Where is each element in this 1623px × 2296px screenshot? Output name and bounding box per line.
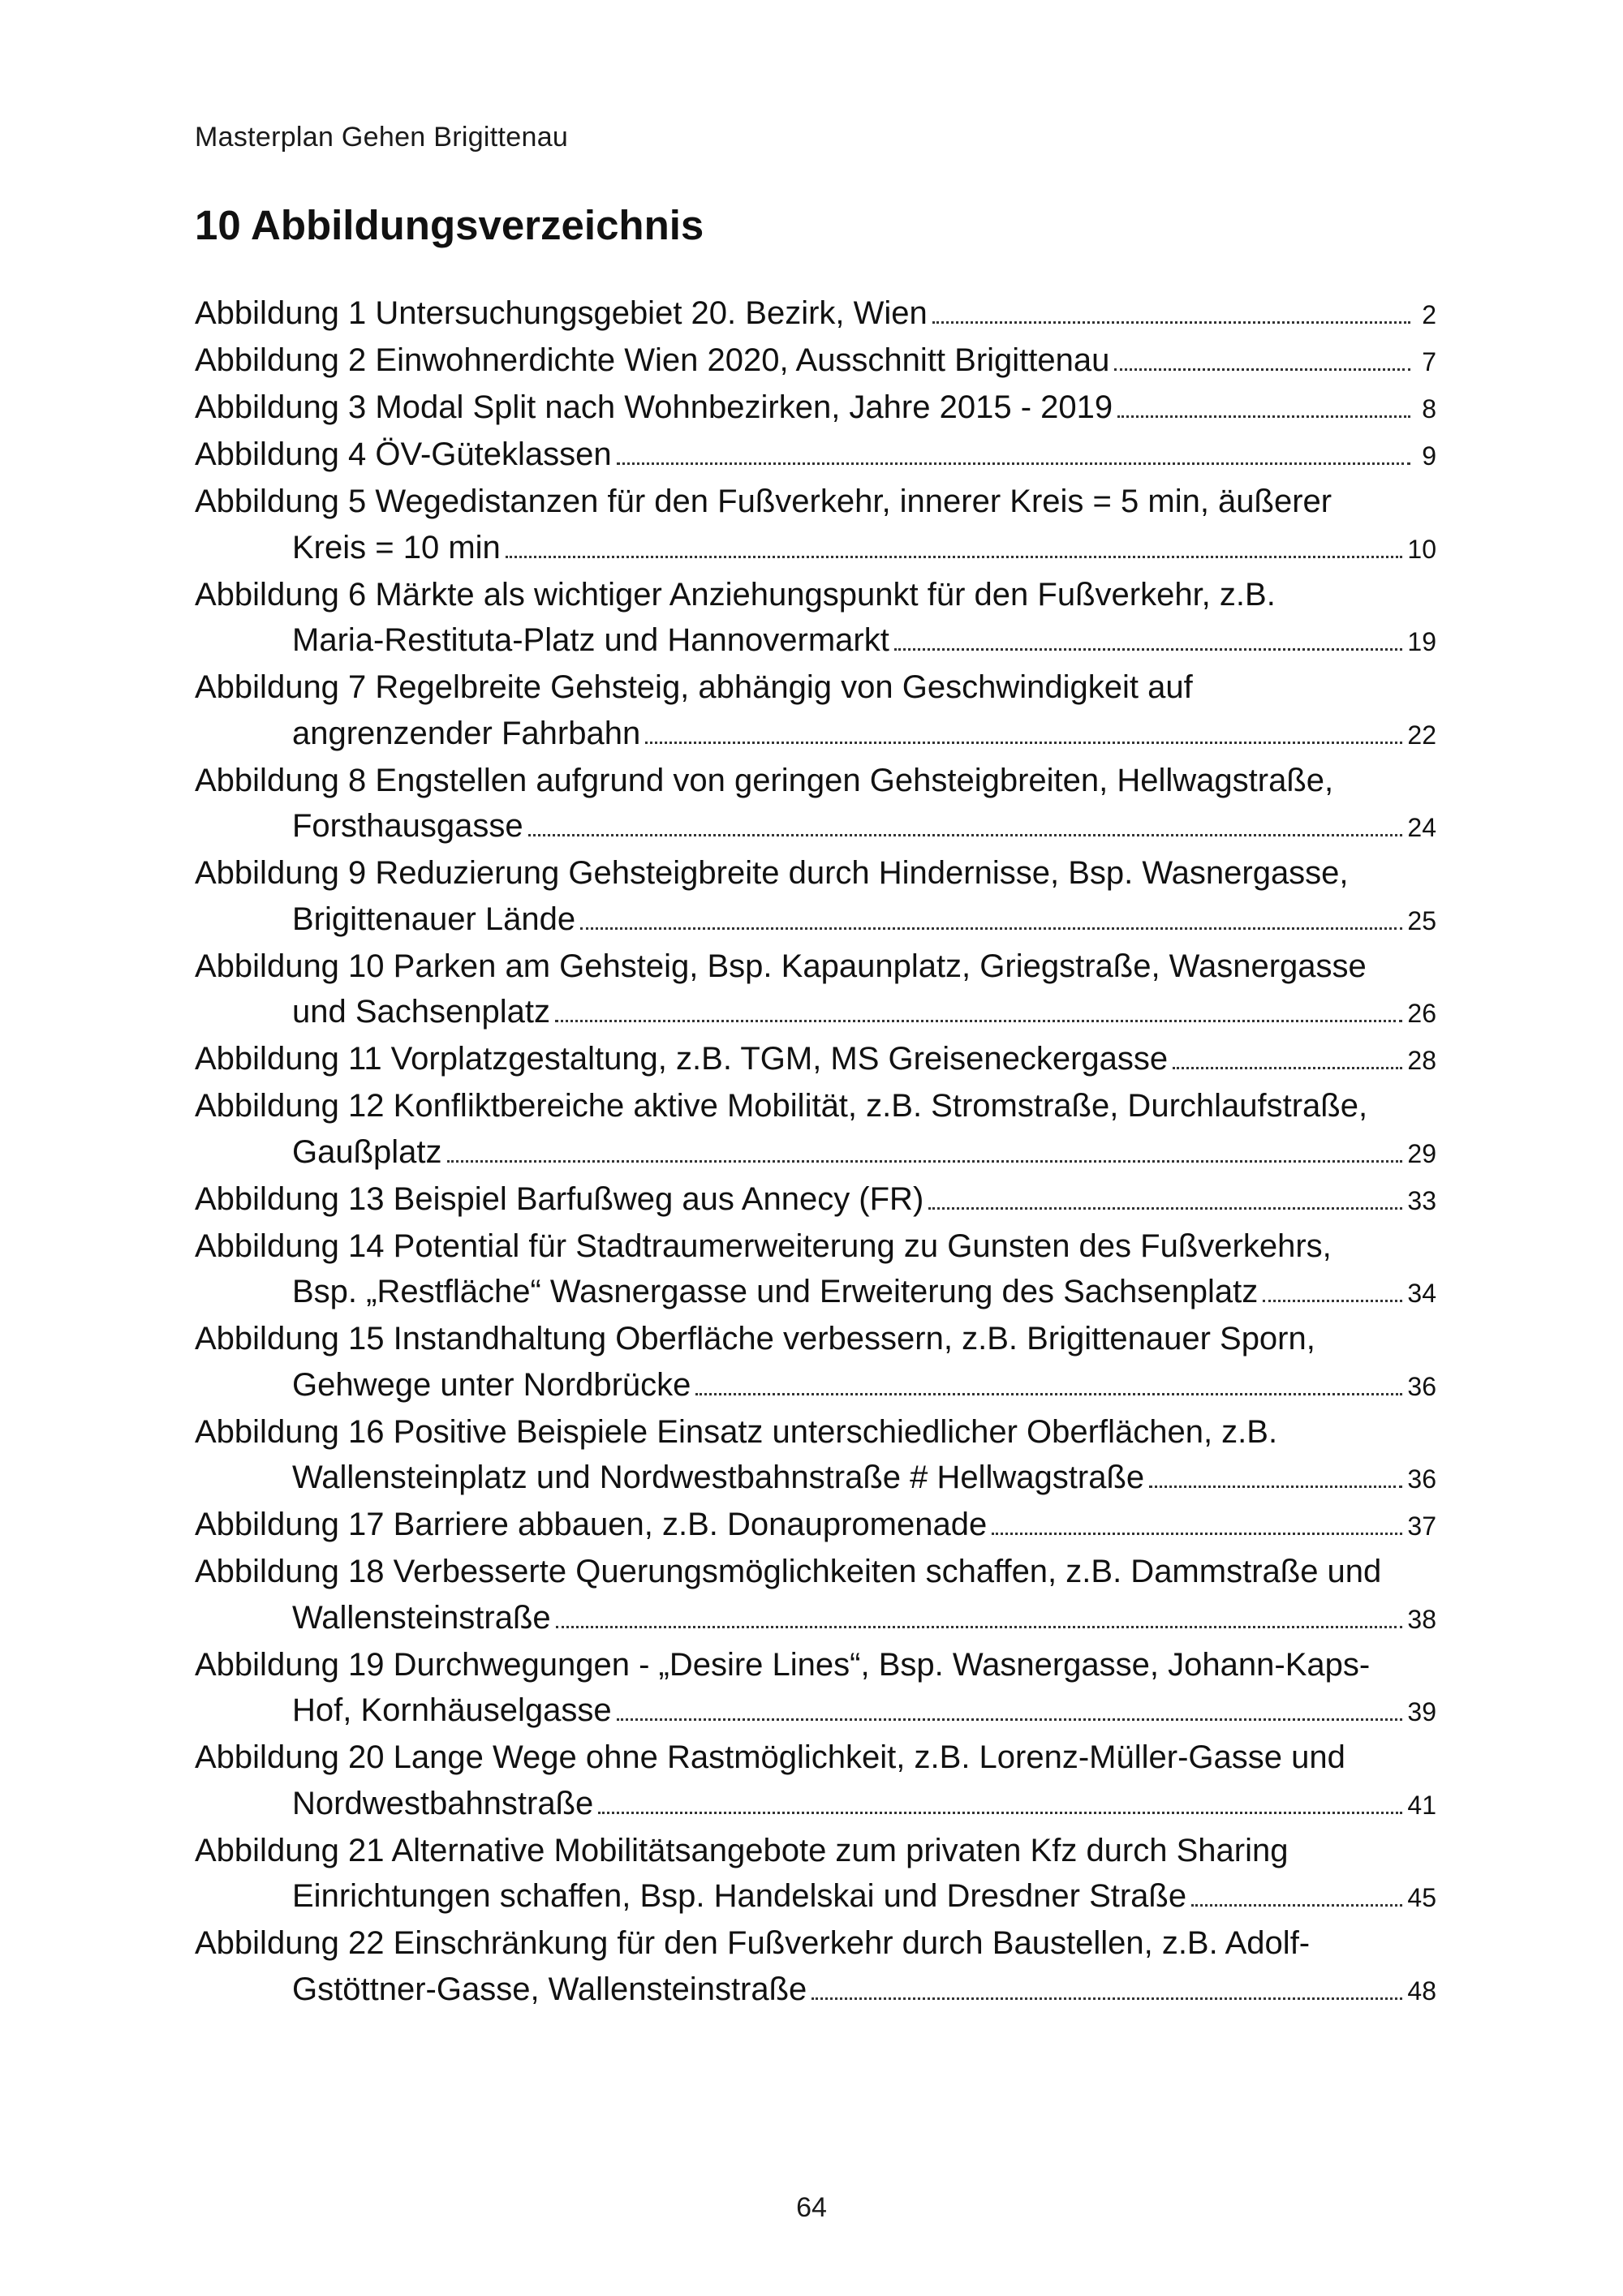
entry-caption-text: Forsthausgasse (292, 808, 523, 844)
entry-first-line (195, 664, 1436, 711)
entry-continuation-line (195, 1595, 1436, 1641)
entry-page-number: 41 (1407, 1790, 1436, 1820)
entry-page-number: 22 (1407, 720, 1436, 750)
entry-caption-text: Abbildung 4 ÖV-Güteklassen (195, 436, 612, 472)
entry-first-line (195, 944, 1436, 990)
figure-index-entry[interactable] (195, 944, 1436, 1035)
dot-leader (528, 824, 1403, 836)
entry-page-number: 19 (1407, 627, 1436, 656)
entry-page-number: 8 (1422, 394, 1436, 424)
entry-page-number: 9 (1422, 441, 1436, 471)
entry-page-number: 36 (1407, 1464, 1436, 1494)
dot-leader (1191, 1894, 1402, 1907)
entry-caption-text: Abbildung 15 Instandhaltung Oberfläche verbessern, z.B. Brigittenauer Sporn, (195, 1321, 1315, 1357)
dot-leader (556, 1616, 1403, 1628)
entry-first-line (195, 1223, 1436, 1270)
entry-continuation-line (195, 1129, 1436, 1176)
dot-leader (1149, 1476, 1402, 1488)
dot-leader (695, 1383, 1402, 1395)
entry-continuation-line (195, 711, 1436, 757)
figure-index-entry[interactable] (195, 1409, 1436, 1501)
dot-leader (928, 1197, 1402, 1210)
entry-caption-text: Abbildung 20 Lange Wege ohne Rastmöglichkeit, z.B. Lorenz-Müller-Gasse und (195, 1739, 1345, 1775)
figure-index-entry[interactable] (195, 1316, 1436, 1408)
entry-first-line (195, 479, 1436, 525)
entry-continuation-line (195, 989, 1436, 1035)
dot-leader (992, 1523, 1402, 1535)
entry-page-number: 38 (1407, 1604, 1436, 1634)
entry-page-number: 48 (1407, 1976, 1436, 2006)
entry-caption-text: Abbildung 6 Märkte als wichtiger Anziehungspunkt für den Fußverkehr, z.B. (195, 576, 1276, 613)
figure-index-entry[interactable] (195, 1828, 1436, 1920)
entry-first-line (195, 1642, 1436, 1688)
entry-caption-text: Gstöttner-Gasse, Wallensteinstraße (292, 1971, 807, 2007)
entry-first-line (195, 1036, 1436, 1082)
entry-caption-text: Bsp. „Restfläche“ Wasnergasse und Erweiterung des Sachsenplatz (292, 1274, 1259, 1309)
entry-caption-text: Abbildung 13 Beispiel Barfußweg aus Annecy (FR) (195, 1180, 924, 1217)
entry-page-number: 29 (1407, 1138, 1436, 1168)
dot-leader (555, 1010, 1402, 1022)
figure-index-entry[interactable] (195, 385, 1436, 431)
figure-index-entry[interactable] (195, 1642, 1436, 1734)
entry-continuation-line (195, 617, 1436, 664)
entry-continuation-line (195, 1781, 1436, 1827)
entry-continuation-line (195, 803, 1436, 849)
entry-caption-text: Wallensteinstraße (292, 1599, 551, 1636)
figure-index-entry[interactable] (195, 850, 1436, 942)
entry-page-number: 25 (1407, 905, 1436, 935)
entry-caption-text: Abbildung 10 Parken am Gehsteig, Bsp. Kapaunplatz, Griegstraße, Wasnergasse (195, 948, 1367, 984)
entry-caption-text: Abbildung 11 Vorplatzgestaltung, z.B. TGM, MS Greiseneckergasse (195, 1041, 1169, 1077)
entry-caption-text: Hof, Kornhäuselgasse (292, 1692, 612, 1728)
entry-first-line (195, 850, 1436, 896)
figure-index-entry[interactable] (195, 1502, 1436, 1548)
entry-caption-text: Abbildung 22 Einschränkung für den Fußverkehr durch Baustellen, z.B. Adolf- (195, 1925, 1311, 1961)
entry-caption-text: Maria-Restituta-Platz und Hannovermarkt (292, 622, 889, 658)
figure-index-entry[interactable] (195, 290, 1436, 337)
figure-index-entry[interactable] (195, 758, 1436, 849)
entry-caption-text: Abbildung 18 Verbesserte Querungsmöglichkeiten schaffen, z.B. Dammstraße und (195, 1554, 1382, 1589)
figure-index-entry[interactable] (195, 1920, 1436, 2012)
entry-caption-text: und Sachsenplatz (292, 994, 551, 1030)
dot-leader (1173, 1057, 1402, 1069)
entry-caption-text: Abbildung 8 Engstellen aufgrund von geringen Gehsteigbreiten, Hellwagstraße, (195, 762, 1334, 798)
figure-index-entry[interactable] (195, 1083, 1436, 1175)
dot-leader (598, 1802, 1402, 1814)
entry-page-number: 33 (1407, 1185, 1436, 1215)
figure-index-entry[interactable] (195, 1549, 1436, 1640)
entry-caption-text: Abbildung 19 Durchwegungen - „Desire Lines“, Bsp. Wasnergasse, Johann-Kaps- (195, 1646, 1371, 1683)
dot-leader (932, 312, 1410, 324)
entry-first-line (195, 1735, 1436, 1781)
entry-caption-text: Wallensteinplatz und Nordwestbahnstraße # Hellwagstraße (292, 1460, 1145, 1495)
entry-continuation-line (195, 1967, 1436, 2013)
entry-caption-text: Kreis = 10 min (292, 529, 501, 565)
entry-caption-text: Brigittenauer Lände (292, 901, 576, 937)
entry-first-line (195, 290, 1436, 337)
entry-page-number: 34 (1407, 1279, 1436, 1308)
dot-leader (580, 918, 1402, 930)
entry-caption-text: Abbildung 21 Alternative Mobilitätsangebote zum privaten Kfz durch Sharing (195, 1832, 1289, 1868)
entry-first-line (195, 1502, 1436, 1548)
figure-index-entry[interactable] (195, 1735, 1436, 1826)
dot-leader (645, 732, 1402, 744)
figure-index-entry[interactable] (195, 1176, 1436, 1223)
entry-continuation-line (195, 896, 1436, 943)
entry-continuation-line (195, 525, 1436, 571)
entry-first-line (195, 385, 1436, 431)
dot-leader (894, 638, 1403, 651)
entry-first-line (195, 1083, 1436, 1129)
entry-page-number: 24 (1407, 813, 1436, 842)
figure-index-entry[interactable] (195, 432, 1436, 478)
entry-page-number: 26 (1407, 999, 1436, 1028)
dot-leader (617, 453, 1410, 465)
entry-caption-text: Abbildung 7 Regelbreite Gehsteig, abhängig von Geschwindigkeit auf (195, 669, 1193, 705)
entry-caption-text: Abbildung 14 Potential für Stadtraumerweiterung zu Gunsten des Fußverkehrs, (195, 1228, 1332, 1264)
entry-caption-text: Abbildung 1 Untersuchungsgebiet 20. Bezirk, Wien (195, 295, 928, 331)
entry-page-number: 2 (1422, 300, 1436, 329)
figure-index-entry[interactable] (195, 1036, 1436, 1082)
figure-index-list (195, 290, 1436, 2014)
entry-first-line (195, 1549, 1436, 1595)
entry-first-line (195, 1409, 1436, 1455)
entry-first-line (195, 1828, 1436, 1874)
dot-leader (617, 1709, 1403, 1721)
entry-caption-text: Abbildung 5 Wegedistanzen für den Fußverkehr, innerer Kreis = 5 min, äußerer (195, 484, 1332, 519)
dot-leader (1117, 406, 1410, 418)
chapter-title: 10 Abbildungsverzeichnis (195, 202, 704, 248)
entry-caption-text: Abbildung 9 Reduzierung Gehsteigbreite durch Hindernisse, Bsp. Wasnergasse, (195, 855, 1349, 891)
entry-caption-text: Abbildung 12 Konfliktbereiche aktive Mobilität, z.B. Stromstraße, Durchlaufstraße, (195, 1088, 1368, 1124)
figure-index-entry[interactable] (195, 479, 1436, 570)
entry-continuation-line (195, 1873, 1436, 1920)
entry-first-line (195, 1316, 1436, 1362)
entry-caption-text: Abbildung 16 Positive Beispiele Einsatz unterschiedlicher Oberflächen, z.B. (195, 1413, 1278, 1450)
entry-caption-text: Abbildung 17 Barriere abbauen, z.B. Donaupromenade (195, 1507, 988, 1542)
figure-index-entry[interactable] (195, 338, 1436, 384)
entry-first-line (195, 758, 1436, 804)
entry-page-number: 28 (1407, 1046, 1436, 1075)
page-number: 64 (796, 2192, 827, 2223)
entry-caption-text: Abbildung 2 Einwohnerdichte Wien 2020, Ausschnitt Brigittenau (195, 342, 1110, 378)
entry-continuation-line (195, 1362, 1436, 1408)
entry-caption-text: Gehwege unter Nordbrücke (292, 1366, 691, 1403)
entry-page-number: 36 (1407, 1371, 1436, 1401)
entry-continuation-line (195, 1455, 1436, 1501)
entry-caption-text: Einrichtungen schaffen, Bsp. Handelskai und Dresdner Straße (292, 1878, 1187, 1914)
entry-continuation-line (195, 1269, 1436, 1315)
entry-caption-text: Abbildung 3 Modal Split nach Wohnbezirken, Jahre 2015 - 2019 (195, 389, 1113, 425)
figure-index-entry[interactable] (195, 572, 1436, 664)
figure-index-entry[interactable] (195, 1223, 1436, 1315)
entry-page-number: 7 (1422, 347, 1436, 376)
entry-page-number: 45 (1407, 1883, 1436, 1912)
entry-first-line (195, 338, 1436, 384)
entry-first-line (195, 1176, 1436, 1223)
entry-caption-text: Gaußplatz (292, 1133, 442, 1170)
dot-leader (1263, 1290, 1402, 1302)
entry-page-number: 37 (1407, 1511, 1436, 1541)
dot-leader (1114, 359, 1410, 371)
running-header: Masterplan Gehen Brigittenau (195, 122, 569, 153)
entry-first-line (195, 572, 1436, 618)
entry-first-line (195, 1920, 1436, 1967)
dot-leader (447, 1150, 1403, 1163)
entry-caption-text: angrenzender Fahrbahn (292, 715, 641, 751)
dot-leader (812, 1988, 1402, 2000)
entry-page-number: 39 (1407, 1697, 1436, 1726)
dot-leader (506, 546, 1403, 558)
entry-page-number: 10 (1407, 534, 1436, 564)
entry-continuation-line (195, 1688, 1436, 1734)
figure-index-entry[interactable] (195, 664, 1436, 756)
entry-caption-text: Nordwestbahnstraße (292, 1785, 594, 1821)
entry-first-line (195, 432, 1436, 478)
